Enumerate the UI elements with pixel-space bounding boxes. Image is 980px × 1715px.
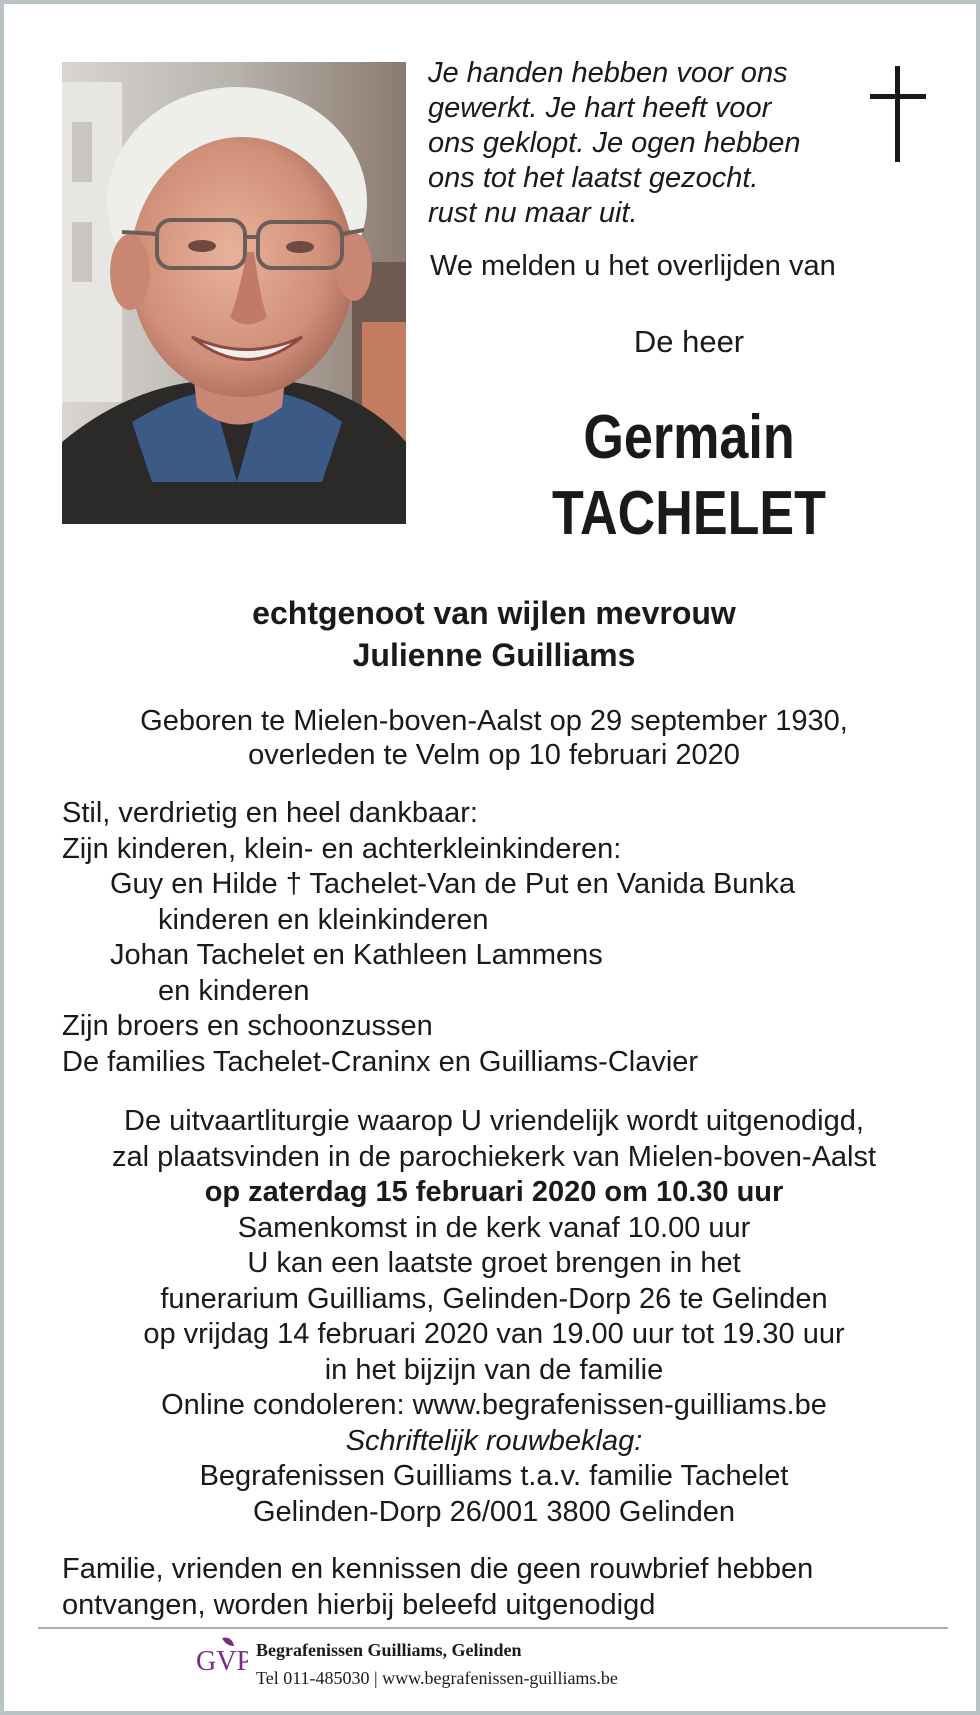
poem-line: Je handen hebben voor ons <box>428 57 788 89</box>
written-condolence-label: Schriftelijk rouwbeklag: <box>345 1424 643 1457</box>
poem-line: ons tot het laatst gezocht. <box>428 162 759 194</box>
poem <box>428 56 868 231</box>
portrait-photo <box>62 62 406 524</box>
service-date: op zaterdag 15 februari 2020 om 10.30 uur <box>204 1176 784 1208</box>
birth-death-info <box>40 704 948 772</box>
honorific: De heer <box>633 324 745 359</box>
farewell-line: U kan een laatste groet brengen in het <box>247 1247 741 1279</box>
poem-line: ons geklopt. Je ogen hebben <box>428 127 801 159</box>
closing-note <box>62 1552 942 1623</box>
spouse-line: echtgenoot van wijlen mevrouw <box>252 595 736 631</box>
gathering-line: Samenkomst in de kerk vanaf 10.00 uur <box>237 1211 751 1244</box>
footer-divider <box>38 1627 948 1629</box>
farewell-line: funerarium Guilliams, Gelinden-Dorp 26 te Gelinden <box>160 1282 828 1315</box>
child-sub: en kinderen <box>158 974 310 1007</box>
footer-contact: Tel 011-485030 | www.begrafenissen-guilliams.be <box>256 1668 618 1688</box>
child-sub: kinderen en kleinkinderen <box>158 903 489 936</box>
deceased-first-name: Germain <box>583 403 795 472</box>
address-line: Begrafenissen Guilliams t.a.v. familie Tachelet <box>199 1460 789 1492</box>
spouse-name: Julienne Guilliams <box>352 637 636 673</box>
logo-letters: GVP <box>196 1646 248 1677</box>
children-header: Zijn kinderen, klein- en achterkleinkinderen: <box>62 832 622 865</box>
service-info <box>40 1104 948 1530</box>
siblings-line: Zijn broers en schoonzussen <box>62 1010 433 1042</box>
farewell-line: in het bijzijn van de familie <box>324 1353 664 1386</box>
service-line: De uitvaartliturgie waarop U vriendelijk wordt uitgenodigd, <box>124 1105 864 1137</box>
family-list <box>62 796 942 1080</box>
child-entry: Guy en Hilde † Tachelet-Van de Put en Vanida Bunka <box>110 868 796 900</box>
closing-line: ontvangen, worden hierbij beleefd uitgenodigd <box>62 1588 656 1621</box>
service-line: zal plaatsvinden in de parochiekerk van Mielen-boven-Aalst <box>111 1140 877 1173</box>
cross-icon <box>870 66 926 167</box>
announcement: We melden u het overlijden van <box>430 250 836 282</box>
address-line: Gelinden-Dorp 26/001 3800 Gelinden <box>252 1495 736 1528</box>
birth-line: Geboren te Mielen-boven-Aalst op 29 september 1930, <box>140 705 848 737</box>
family-intro: Stil, verdrietig en heel dankbaar: <box>62 797 478 829</box>
footer-company: Begrafenissen Guilliams, Gelinden <box>256 1640 522 1660</box>
child-entry: Johan Tachelet en Kathleen Lammens <box>110 939 603 971</box>
death-line: overleden te Velm op 10 februari 2020 <box>248 739 740 771</box>
spouse-info <box>40 592 948 676</box>
closing-line: Familie, vrienden en kennissen die geen rouwbrief hebben <box>62 1553 814 1585</box>
poem-line: gewerkt. Je hart heeft voor <box>428 92 772 124</box>
farewell-line: op vrijdag 14 februari 2020 van 19.00 uur tot 19.30 uur <box>143 1318 845 1350</box>
company-logo <box>192 1634 248 1699</box>
deceased-last-name: TACHELET <box>552 479 826 548</box>
families-line: De families Tachelet-Craninx en Guilliams-Clavier <box>62 1045 699 1078</box>
poem-line: rust nu maar uit. <box>428 197 638 229</box>
online-condolence: Online condoleren: www.begrafenissen-guilliams.be <box>161 1389 827 1421</box>
